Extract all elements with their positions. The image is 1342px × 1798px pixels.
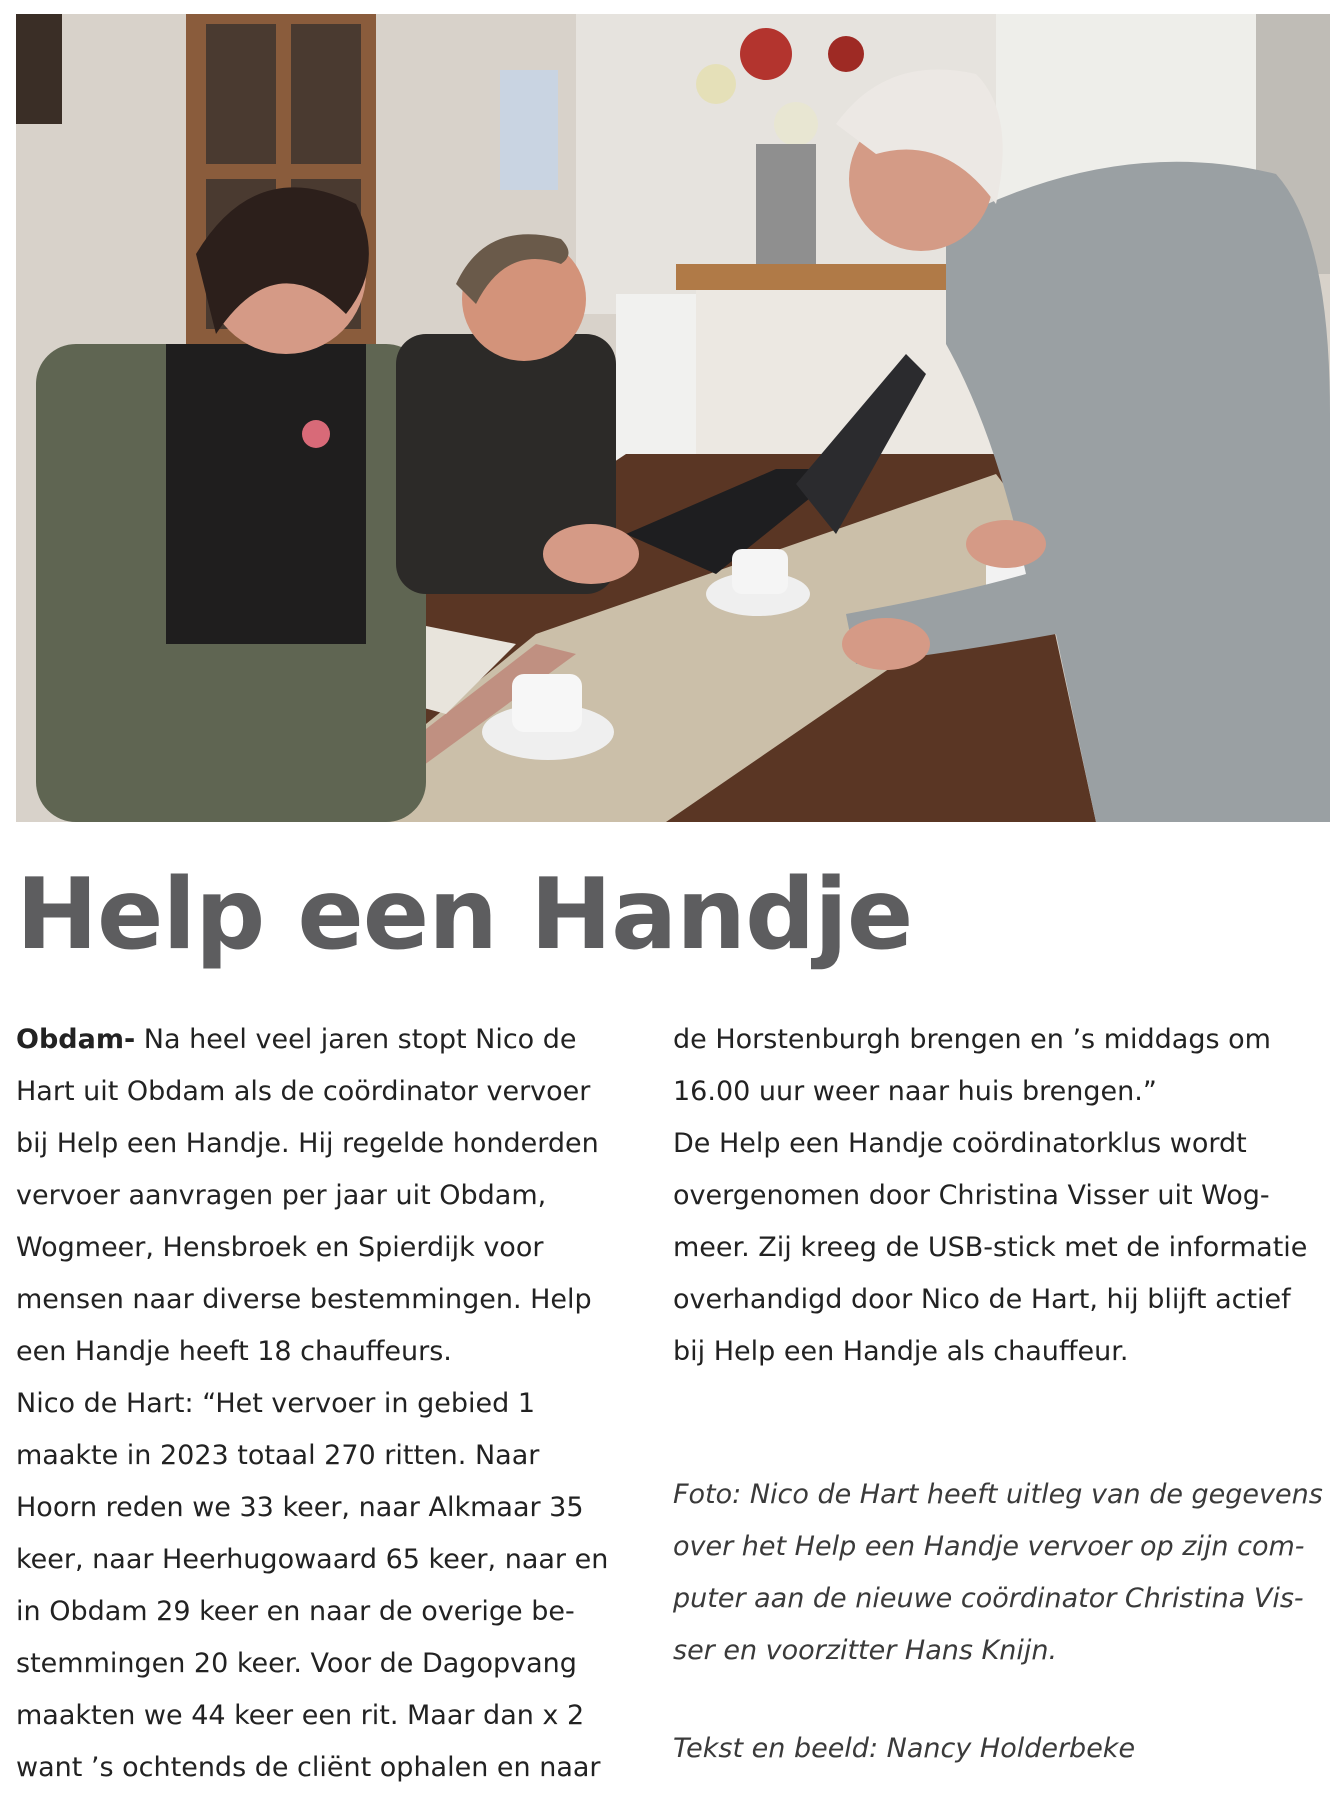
body-line: want ’s ochtends de cliënt ophalen en naar: [16, 1752, 601, 1783]
photo-caption: [673, 1469, 1333, 1677]
article-photo: [16, 14, 1330, 822]
caption-line: puter aan de nieuwe coördinator Christina Vis-: [673, 1583, 1304, 1614]
body-line: De Help een Handje coördinatorklus wordt: [673, 1128, 1247, 1159]
photo-illustration: [16, 14, 1330, 822]
body-line: bij Help een Handje als chauffeur.: [673, 1336, 1129, 1367]
body-line: Hart uit Obdam als de coördinator vervoer: [16, 1076, 591, 1107]
body-line: mensen naar diverse bestemmingen. Help: [16, 1284, 592, 1315]
caption-line: Foto: Nico de Hart heeft uitleg van de gegevens: [673, 1479, 1323, 1510]
body-line: in Obdam 29 keer en naar de overige be-: [16, 1596, 575, 1627]
headline: Help een Handje: [16, 858, 913, 972]
body-line: Na heel veel jaren stopt Nico de: [135, 1024, 577, 1055]
body-line: Wogmeer, Hensbroek en Spierdijk voor: [16, 1232, 544, 1263]
body-line: een Handje heeft 18 chauffeurs.: [16, 1336, 452, 1367]
dateline: Obdam-: [16, 1024, 136, 1055]
body-line: stemmingen 20 keer. Voor de Dagopvang: [16, 1648, 577, 1679]
body-line: bij Help een Handje. Hij regelde honderden: [16, 1128, 599, 1159]
body-line: vervoer aanvragen per jaar uit Obdam,: [16, 1180, 547, 1211]
body-line: de Horstenburgh brengen en ’s middags om: [673, 1024, 1271, 1055]
caption-line: over het Help een Handje vervoer op zijn com-: [673, 1531, 1305, 1562]
author-credit: Tekst en beeld: Nancy Holderbeke: [673, 1733, 1136, 1764]
body-line: maakten we 44 keer een rit. Maar dan x 2: [16, 1700, 585, 1731]
body-line: Nico de Hart: “Het vervoer in gebied 1: [16, 1388, 536, 1419]
body-line: overhandigd door Nico de Hart, hij blijft actief: [673, 1284, 1291, 1315]
body-line: 16.00 uur weer naar huis brengen.”: [673, 1076, 1157, 1107]
article-body-left: [16, 1014, 656, 1794]
article-body-right: [673, 1014, 1333, 1378]
body-line: meer. Zij kreeg de USB-stick met de informatie: [673, 1232, 1308, 1263]
caption-line: ser en voorzitter Hans Knijn.: [673, 1635, 1058, 1666]
body-line: maakte in 2023 totaal 270 ritten. Naar: [16, 1440, 540, 1471]
body-line: Hoorn reden we 33 keer, naar Alkmaar 35: [16, 1492, 584, 1523]
first-line: [16, 1014, 656, 1066]
body-line: overgenomen door Christina Visser uit Wog-: [673, 1180, 1270, 1211]
body-line: keer, naar Heerhugowaard 65 keer, naar en: [16, 1544, 609, 1575]
